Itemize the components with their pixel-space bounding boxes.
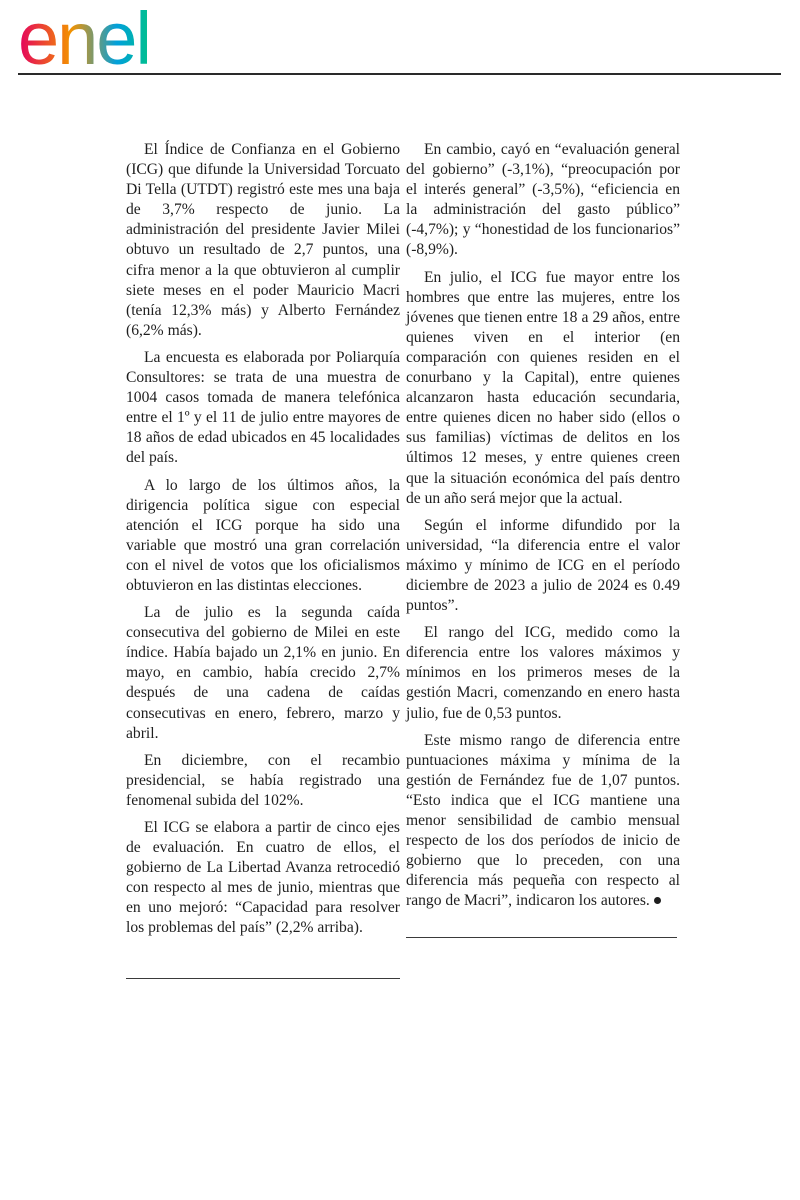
article-column-right xyxy=(406,140,680,918)
paragraph: El ICG se elabora a partir de cinco ejes de evaluación. En cuatro de ellos, el gobierno de La Libertad Avanza retrocedió con respecto al mes de junio, mientras que en uno mejoró: “Capacidad para resolver los problemas del país” (2,2% arriba). xyxy=(126,819,400,937)
logo-text: enel xyxy=(18,6,150,70)
paragraph: A lo largo de los últimos años, la dirigencia política sigue con especial atención el ICG porque ha sido una variable que mostró una gran correlación con el nivel de votos que los oficialismos obtuvieron en las distintas elecciones. xyxy=(126,476,400,594)
paragraph: La de julio es la segunda caída consecutiva del gobierno de Milei en este índice. Había bajado un 2,1% en junio. En mayo, en cambio, había crecido 2,7% después de una cadena de caídas consecutivas en enero, febrero, marzo y abril. xyxy=(126,604,400,742)
paragraph: La encuesta es elaborada por Poliarquía Consultores: se trata de una muestra de 1004 casos tomada de manera telefónica entre el 1º y el 11 de julio entre mayores de 18 años de edad ubicados en 45 localidades del país. xyxy=(126,348,400,467)
paragraph-final xyxy=(406,731,680,912)
article-column-left xyxy=(126,140,400,946)
paragraph: Según el informe difundido por la universidad, “la diferencia entre el valor máximo y mínimo de ICG en el período diciembre de 2023 a julio de 2024 es 0.49 puntos”. xyxy=(406,516,680,615)
enel-logo xyxy=(18,6,196,70)
paragraph-text: Este mismo rango de diferencia entre puntuaciones máxima y mínima de la gestión de Fernández fue de 1,07 puntos. “Esto indica que el ICG mantiene una menor sensibilidad de cambio mensual respecto de los dos períodos de inicio de gobierno que lo preceden, con una diferencia más pequeña con respecto al rango de Macri”, indicaron los autores. xyxy=(406,731,680,910)
end-of-article-icon xyxy=(654,897,661,904)
paragraph: En cambio, cayó en “evaluación general del gobierno” (-3,1%), “preocupación por el interés general” (-3,5%), “eficiencia en la administración del gasto público” (-4,7%); y “honestidad de los funcionarios” (-8,9%). xyxy=(406,141,680,259)
column-divider-left xyxy=(126,978,400,979)
paragraph: El Índice de Confianza en el Gobierno (ICG) que difunde la Universidad Torcuato Di Tella (UTDT) registró este mes una baja de 3,7% respecto de junio. La administración del presidente Javier Milei obtuvo un resultado de 2,7 puntos, una cifra menor a la que obtuvieron al cumplir siete meses en el poder Mauricio Macri (tenía 12,3% más) y Alberto Fernández (6,2% más). xyxy=(126,141,400,339)
paragraph: En diciembre, con el recambio presidencial, se había registrado una fenomenal subida del 102%. xyxy=(126,751,400,809)
paragraph: En julio, el ICG fue mayor entre los hombres que entre las mujeres, entre los jóvenes que tienen entre 18 a 29 años, entre quienes viven en el interior (en comparación con quienes residen en el conurbano y la Capital), entre quienes alcanzaron hasta educación secundaria, entre quienes dicen no haber sido (ellos o sus familias) víctimas de delitos en los últimos 12 meses, y entre quienes creen que la situación económica del país dentro de un año será mejor que la actual. xyxy=(406,268,680,507)
column-divider-right xyxy=(406,937,677,938)
header-divider xyxy=(18,73,781,75)
paragraph: El rango del ICG, medido como la diferencia entre los valores máximos y mínimos en los primeros meses de la gestión Macri, comenzando en enero hasta julio, fue de 0,53 puntos. xyxy=(406,624,680,722)
